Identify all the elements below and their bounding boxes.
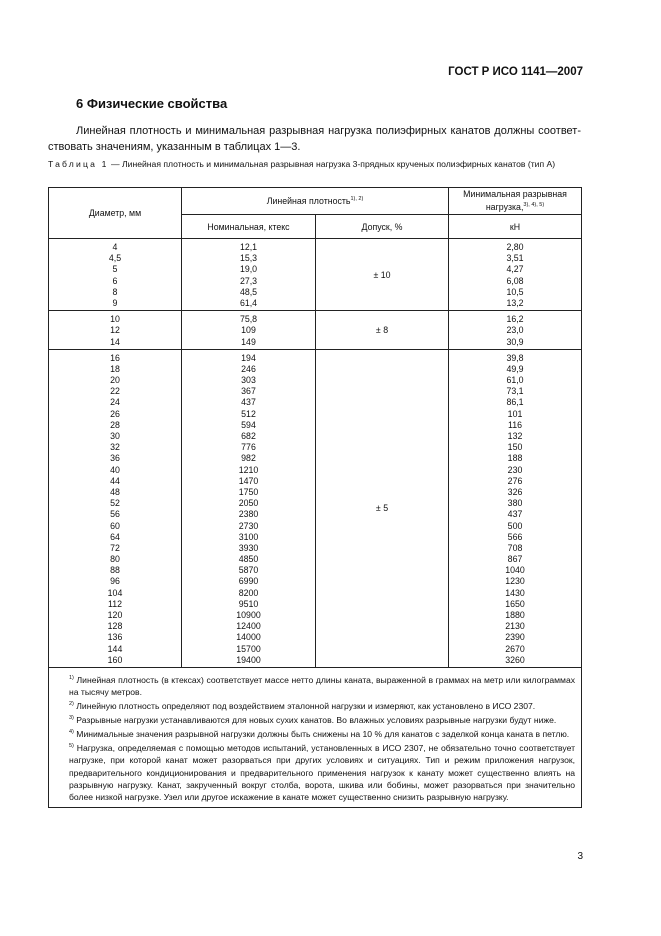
- table-cell-value: 708: [507, 542, 523, 553]
- table-caption-label: Таблица 1: [48, 159, 109, 169]
- table-cell-value: 15,3: [239, 253, 258, 264]
- breaking-load-column: [449, 239, 582, 311]
- table-cell-value: 1650: [505, 598, 525, 609]
- table-cell-value: 4,27: [506, 264, 524, 275]
- table-cell-value: 4850: [238, 554, 259, 565]
- table-cell-value: 12,1: [239, 242, 258, 252]
- table-cell-value: 1210: [238, 464, 259, 475]
- table-cell-value: 194: [241, 352, 256, 363]
- table-cell-value: 2050: [238, 498, 259, 509]
- header-min-breaking-load: [449, 188, 582, 215]
- table-cell-value: 776: [241, 442, 256, 453]
- table-cell-value: 188: [507, 453, 523, 464]
- table-cell-value: 276: [507, 475, 523, 486]
- table-cell-value: 36: [110, 453, 120, 464]
- table-cell-value: 136: [107, 632, 123, 643]
- table-group: [49, 349, 582, 667]
- note-ref: 4): [69, 729, 74, 736]
- table-cell-value: 19400: [236, 654, 261, 665]
- table-cell-value: 10,5: [506, 286, 524, 297]
- table-cell-value: 2390: [505, 632, 525, 643]
- table-cell-value: 500: [507, 520, 523, 531]
- table-cell-value: 44: [110, 475, 120, 486]
- table-cell-value: 1040: [505, 565, 525, 576]
- table-cell-value: 230: [507, 464, 523, 475]
- table-cell-value: 112: [107, 598, 123, 609]
- table-cell-value: 566: [507, 531, 523, 542]
- table-cell-value: 682: [241, 431, 256, 441]
- table-cell-value: 16,2: [506, 314, 524, 325]
- table-cell-value: 1750: [238, 486, 259, 497]
- header-min-break-line1: Минимальная разрывная: [463, 189, 567, 200]
- table-cell-value: 86,1: [506, 397, 524, 408]
- note-text: Разрывные нагрузки устанавливаются для новых сухих канатов. Во влажных условиях разрывные нагрузки будут ниже.: [76, 715, 557, 726]
- section-title: 6 Физические свойства: [76, 96, 228, 111]
- table-cell-value: 64: [110, 531, 120, 542]
- table-group: [49, 239, 582, 311]
- note-text: Линейную плотность определяют под воздействием эталонной нагрузки и измеряют, как установлено в ИСО 2307.: [76, 701, 536, 712]
- table-cell-value: 14: [110, 336, 120, 347]
- table-cell-value: 1230: [505, 576, 525, 587]
- header-linear-density-refs: 1), 2): [350, 196, 364, 203]
- table-cell-value: 15700: [236, 643, 261, 654]
- document-standard-header: ГОСТ Р ИСО 1141—2007: [448, 66, 583, 78]
- note-text: Минимальные значения разрывной нагрузки должны быть снижены на 10 % для канатов с заделкой конца каната в петлю.: [76, 729, 570, 740]
- table-cell-value: 40: [110, 464, 120, 475]
- table-cell-value: 4: [112, 242, 118, 252]
- page-number: 3: [577, 851, 583, 862]
- table-cell-value: 52: [110, 498, 120, 509]
- table-note: [55, 672, 575, 698]
- table-cell-value: 2730: [238, 520, 259, 531]
- table-note: [55, 726, 575, 740]
- table-cell-value: 14000: [236, 632, 261, 643]
- table-notes: [49, 667, 582, 807]
- table-cell-value: 56: [110, 509, 120, 520]
- table-cell-value: 12: [110, 325, 120, 336]
- data-table: [48, 187, 582, 808]
- table-cell-value: 6: [112, 275, 118, 286]
- nominal-column: [182, 311, 316, 350]
- table-cell-value: 10: [110, 314, 120, 325]
- table-cell-value: 61,0: [506, 375, 524, 386]
- header-linear-density-label: Линейная плотность: [266, 196, 351, 206]
- table-caption-text: — Линейная плотность и минимальная разрывная нагрузка 3-прядных крученых полиэфирных канатов (тип А): [108, 159, 556, 169]
- table-cell-value: 48,5: [239, 286, 258, 297]
- table-cell-value: 512: [241, 408, 256, 419]
- table-note: [55, 698, 575, 712]
- table-cell-value: 48: [110, 486, 120, 497]
- table-cell-value: 4,5: [108, 253, 122, 264]
- table-cell-value: 2,80: [506, 242, 524, 252]
- table-cell-value: 3930: [238, 542, 259, 553]
- table-cell-value: 61,4: [239, 297, 258, 308]
- table-note: [55, 740, 575, 803]
- table-cell-value: 303: [241, 375, 256, 386]
- table-cell-value: 160: [107, 654, 123, 665]
- table-cell-value: 80: [110, 554, 120, 565]
- table-cell-value: 73,1: [506, 386, 524, 397]
- table-cell-value: 3260: [505, 654, 525, 665]
- header-diameter: Диаметр, мм: [49, 188, 182, 239]
- diameter-column: [49, 349, 182, 667]
- table-cell-value: 10900: [236, 610, 261, 620]
- table-cell-value: 3,51: [506, 253, 524, 264]
- table-cell-value: 18: [110, 363, 120, 374]
- note-ref: 3): [69, 715, 74, 722]
- table-cell-value: 9: [112, 297, 118, 308]
- table-cell-value: 39,8: [506, 352, 524, 363]
- table-cell-value: 49,9: [506, 363, 524, 374]
- tolerance-cell: ± 8: [316, 311, 449, 350]
- table-cell-value: 128: [107, 621, 123, 632]
- intro-paragraph: Линейная плотность и минимальная разрывная нагрузка полиэфирных канатов должны соответ-ствовать значениям, указанным в таблицах 1—3.: [48, 125, 581, 153]
- table-cell-value: 16: [110, 352, 120, 363]
- nominal-column: [182, 349, 316, 667]
- note-text: Нагрузка, определяемая с помощью методов испытаний, установленных в ИСО 2307, не обязательно точно соответствует нагрузке, при которой канат может разорваться при других условиях и ситуациях. Тип и режим приложения нагрузок, предварительного кондиционирования и предварительного применения нагрузок к канату может существенно влиять на разрывную нагрузку. Канат, закрученный вокруг столба, ворота, шкива или бобины, может разорваться при значительно более низкой нагрузке. Узел или другое искажение в канате может существенно снизить разрывную нагрузку.: [69, 743, 576, 803]
- diameter-column: [49, 239, 182, 311]
- table-cell-value: 5870: [238, 565, 259, 576]
- table-cell-value: 2380: [238, 509, 259, 520]
- table-cell-value: 27,3: [239, 275, 258, 286]
- table-caption: [48, 158, 581, 171]
- header-linear-density: [182, 188, 449, 215]
- header-min-break-refs: 3), 4), 5): [523, 202, 545, 209]
- note-ref: 2): [69, 701, 74, 708]
- table-cell-value: 594: [241, 419, 256, 430]
- table-cell-value: 246: [241, 363, 256, 374]
- table-cell-value: 88: [110, 565, 120, 576]
- table-cell-value: 2670: [505, 643, 525, 654]
- table-cell-value: 6990: [238, 576, 259, 587]
- header-nominal: Номинальная, ктекс: [182, 215, 316, 239]
- nominal-column: [182, 239, 316, 311]
- tolerance-cell: ± 10: [316, 239, 449, 311]
- table-cell-value: 96: [110, 576, 120, 587]
- header-min-break-unit: кН: [449, 215, 582, 239]
- table-cell-value: 149: [241, 336, 256, 347]
- table-cell-value: 75,8: [239, 314, 258, 325]
- table-cell-value: 3100: [238, 531, 259, 542]
- table-cell-value: 9510: [238, 598, 259, 609]
- note-text: Линейная плотность (в ктексах) соответствует массе нетто длины каната, выраженной в граммах на метр или килограммах на тысячу метров.: [69, 674, 576, 697]
- table-cell-value: 120: [107, 610, 123, 620]
- table-cell-value: 150: [507, 442, 523, 453]
- table-note: [55, 712, 575, 726]
- table-cell-value: 367: [241, 386, 256, 397]
- table-cell-value: 1430: [505, 587, 525, 598]
- note-ref: 5): [69, 743, 74, 750]
- table-cell-value: 23,0: [506, 325, 524, 336]
- table-cell-value: 1880: [505, 610, 525, 620]
- table-cell-value: 24: [110, 397, 120, 408]
- table-cell-value: 26: [110, 408, 120, 419]
- table-cell-value: 6,08: [506, 275, 524, 286]
- table-cell-value: 326: [507, 486, 523, 497]
- table-group: [49, 311, 582, 350]
- table-cell-value: 982: [241, 453, 256, 464]
- diameter-column: [49, 311, 182, 350]
- table-cell-value: 19,0: [239, 264, 258, 275]
- table-cell-value: 20: [110, 375, 120, 386]
- table-cell-value: 30: [110, 431, 120, 441]
- table-cell-value: 132: [507, 431, 523, 441]
- table-cell-value: 5: [112, 264, 118, 275]
- table-cell-value: 30,9: [506, 336, 524, 347]
- table-cell-value: 32: [110, 442, 120, 453]
- table-cell-value: 867: [507, 554, 523, 565]
- table-cell-value: 1470: [238, 475, 259, 486]
- table-cell-value: 28: [110, 419, 120, 430]
- tolerance-cell: ± 5: [316, 349, 449, 667]
- table-cell-value: 60: [110, 520, 120, 531]
- table-cell-value: 72: [110, 542, 120, 553]
- breaking-load-column: [449, 311, 582, 350]
- header-min-break-line2: [449, 200, 581, 213]
- table-cell-value: 101: [507, 408, 523, 419]
- table-cell-value: 109: [241, 325, 256, 336]
- table-cell-value: 104: [107, 587, 123, 598]
- table-cell-value: 2130: [505, 621, 525, 632]
- table-cell-value: 437: [241, 397, 256, 408]
- table-cell-value: 13,2: [506, 297, 524, 308]
- breaking-load-column: [449, 349, 582, 667]
- header-min-break-line2-text: нагрузка,: [485, 201, 524, 212]
- table-cell-value: 12400: [236, 621, 261, 632]
- note-ref: 1): [69, 674, 74, 681]
- table-cell-value: 8: [112, 286, 118, 297]
- table-cell-value: 22: [110, 386, 120, 397]
- table-cell-value: 116: [508, 419, 523, 430]
- table-cell-value: 144: [107, 643, 123, 654]
- table-cell-value: 380: [507, 498, 523, 509]
- header-tolerance: Допуск, %: [316, 215, 449, 239]
- table-cell-value: 8200: [238, 587, 259, 598]
- table-cell-value: 437: [507, 509, 523, 520]
